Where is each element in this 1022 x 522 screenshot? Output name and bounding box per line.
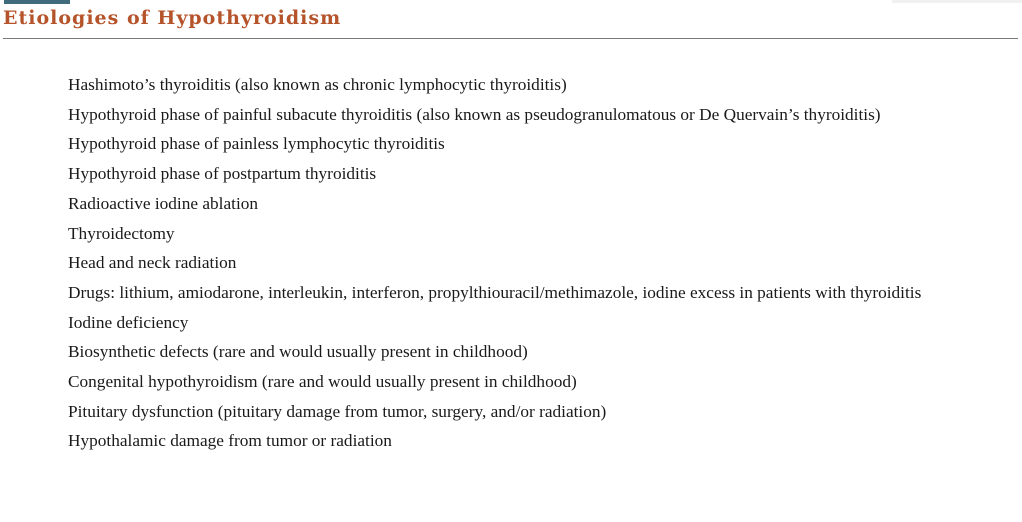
list-item: Hypothalamic damage from tumor or radiation (68, 431, 392, 451)
list-item: Hashimoto’s thyroiditis (also known as chronic lymphocytic thyroiditis) (68, 75, 567, 94)
list-item: Head and neck radiation (68, 253, 237, 273)
list-item: Hypothyroid phase of painless lymphocytic thyroiditis (68, 134, 445, 154)
list-item: Iodine deficiency (68, 312, 189, 332)
list-item: Congenital hypothyroidism (rare and would usually present in childhood) (68, 372, 577, 392)
top-right-tab-edge (892, 0, 1022, 3)
list-item: Hypothyroid phase of painful subacute thyroiditis (also known as pseudogranulomatous or De Quervain’s thyroiditis) (68, 104, 881, 124)
list-item: Radioactive iodine ablation (68, 193, 259, 213)
list-item: Thyroidectomy (68, 223, 175, 243)
section-header (3, 4, 1018, 39)
list-item: Drugs: lithium, amiodarone, interleukin, interferon, propylthiouracil/methimazole, iodine excess in patients with thyroiditis (68, 282, 922, 302)
etiology-list (68, 70, 998, 456)
page-title: Etiologies of Hypothyroidism (3, 7, 342, 29)
list-item: Hypothyroid phase of postpartum thyroiditis (68, 164, 377, 184)
list-item: Pituitary dysfunction (pituitary damage from tumor, surgery, and/or radiation) (68, 401, 607, 421)
list-item: Biosynthetic defects (rare and would usually present in childhood) (68, 342, 528, 362)
